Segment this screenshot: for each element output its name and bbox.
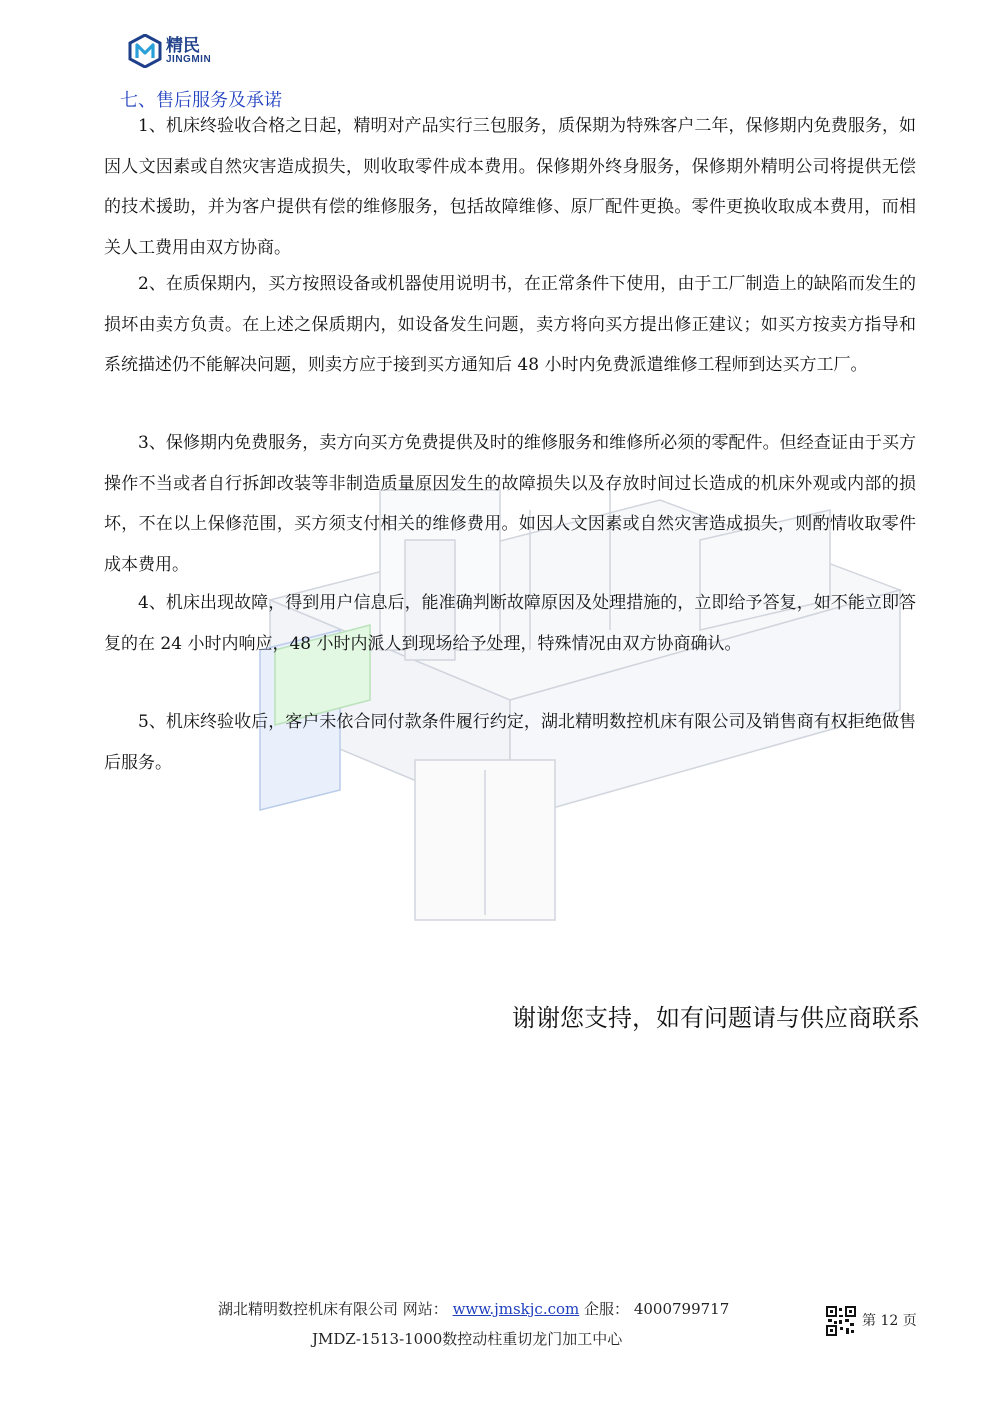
footer-website-link[interactable]: www.jmskjc.com — [452, 1300, 580, 1318]
footer-service-phone: 4000799717 — [633, 1300, 730, 1318]
page-number: 第 12 页 — [862, 1313, 917, 1329]
paragraph-4: 4、机床出现故障，得到用户信息后，能准确判断故障原因及处理措施的，立即给予答复，如不能立即答复的在 24 小时内响应，48 小时内派人到现场给予处理，特殊情况由双方协商确认。 — [104, 593, 916, 654]
footer-service-label: 企服： — [584, 1300, 630, 1318]
closing-message: 谢谢您支持，如有问题请与供应商联系 — [512, 1004, 920, 1032]
paragraph-5: 5、机床终验收后，客户未依合同付款条件履行约定，湖北精明数控机床有限公司及销售商有权拒绝做售后服务。 — [104, 712, 916, 773]
footer-website-label: 网站： — [402, 1300, 448, 1318]
paragraph-1: 1、机床终验收合格之日起，精明对产品实行三包服务，质保期为特殊客户二年，保修期内免费服务，如因人文因素或自然灾害造成损失，则收取零件成本费用。保修期外终身服务，保修期外精明公司将提供无偿的技术援助，并为客户提供有偿的维修服务，包括故障维修、原厂配件更换。零件更换收取成本费用，而相关人工费用由双方协商。 — [104, 116, 916, 258]
jingmin-logo-icon — [128, 34, 162, 68]
paragraph-2: 2、在质保期内，买方按照设备或机器使用说明书，在正常条件下使用，由于工厂制造上的缺陷而发生的损坏由卖方负责。在上述之保质期内，如设备发生问题，卖方将向买方提出修正建议；如买方按卖方指导和系统描述仍不能解决问题，则卖方应于接到买方通知后 48 小时内免费派遣维修工程师到达买方工厂。 — [104, 274, 916, 375]
footer-contact-line — [218, 1298, 729, 1319]
logo-chinese-name: 精民 — [166, 35, 200, 56]
logo-english-name: JINGMIN — [166, 53, 212, 65]
section-title: 七、售后服务及承诺 — [120, 90, 282, 111]
footer-company: 湖北精明数控机床有限公司 — [218, 1300, 399, 1318]
qr-code-icon — [826, 1306, 856, 1336]
company-logo — [128, 34, 211, 68]
paragraph-3: 3、保修期内免费服务，卖方向买方免费提供及时的维修服务和维修所必须的零配件。但经查证由于买方操作不当或者自行拆卸改装等非制造质量原因发生的故障损失以及存放时间过长造成的机床外观或内部的损坏，不在以上保修范围，买方须支付相关的维修费用。如因人文因素或自然灾害造成损失，则酌情收取零件成本费用。 — [104, 433, 916, 575]
footer-model: JMDZ-1513-1000数控动柱重切龙门加工中心 — [312, 1330, 623, 1348]
